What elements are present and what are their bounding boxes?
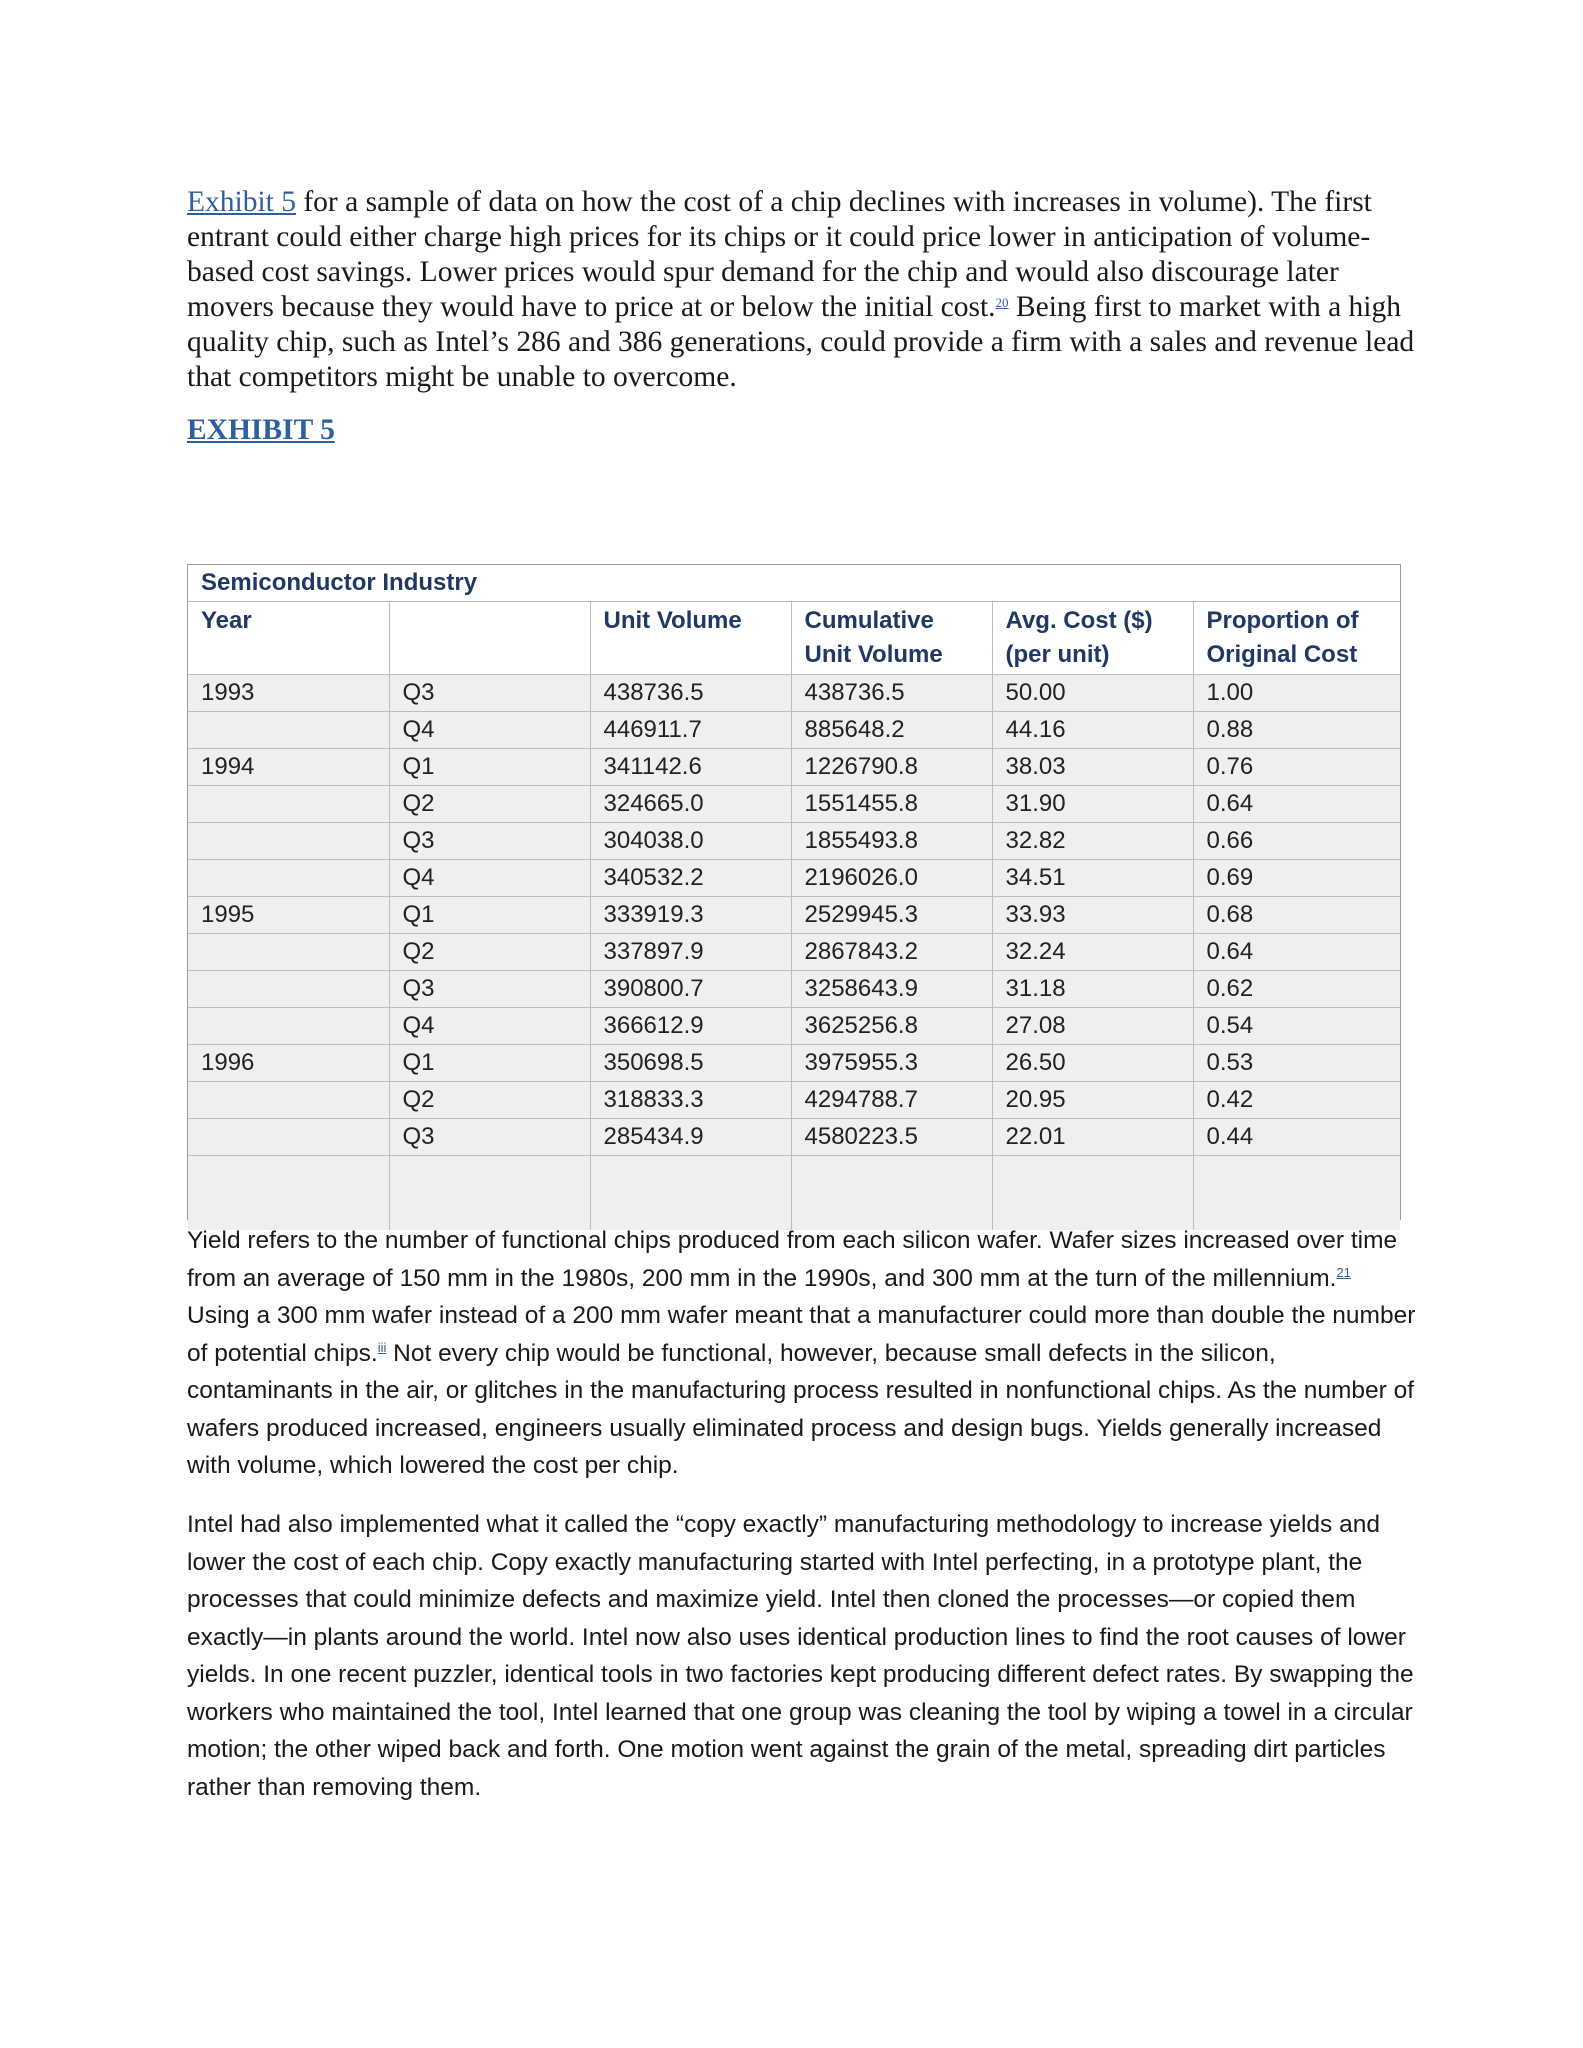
intro-paragraph	[187, 185, 1417, 395]
copy-exactly-paragraph: Intel had also implemented what it called the “copy exactly” manufacturing methodology to increase yields and lower the cost of each chip. Copy exactly manufacturing started with Intel perfecting, in a prototype plant, the processes that could minimize defects and maximize yield. Intel then cloned the processes—or copied them exactly—in plants around the world. Intel now also uses identical production lines to find the root causes of lower yields. In one recent puzzler, identical tools in two factories kept producing different defect rates. By swapping the workers who maintained the tool, Intel learned that one group was cleaning the tool by wiping a towel in a circular motion; the other wiped back and forth. One motion went against the grain of the metal, spreading dirt particles rather than removing them.	[187, 1511, 1414, 1801]
cell-avg-cost: 31.18	[992, 971, 1193, 1008]
header-row	[188, 602, 1400, 675]
cell-unit-volume: 341142.6	[590, 749, 791, 786]
cell-year	[188, 786, 389, 823]
cell-unit-volume: 390800.7	[590, 971, 791, 1008]
footnote-21-link[interactable]: 21	[1336, 1264, 1351, 1280]
cell-unit-volume: 318833.3	[590, 1082, 791, 1119]
cell-quarter: Q2	[389, 786, 590, 823]
cell-year	[188, 712, 389, 749]
yield-text-part2: Using a 300 mm wafer instead of a 200 mm wafer meant that a manufacturer could more than double the number of potential chips.	[187, 1302, 1416, 1367]
cell-year: 1994	[188, 749, 389, 786]
cell-proportion-original-cost: 0.68	[1193, 897, 1400, 934]
empty-cell	[1193, 1156, 1400, 1231]
empty-cell	[590, 1156, 791, 1231]
cell-proportion-original-cost: 0.54	[1193, 1008, 1400, 1045]
cell-proportion-original-cost: 0.66	[1193, 823, 1400, 860]
cell-quarter: Q1	[389, 1045, 590, 1082]
cell-unit-volume: 340532.2	[590, 860, 791, 897]
cell-unit-volume: 333919.3	[590, 897, 791, 934]
exhibit-heading[interactable]: EXHIBIT 5	[187, 414, 335, 446]
empty-cell	[188, 1156, 389, 1231]
yield-paragraph	[187, 1222, 1417, 1485]
cell-cumulative-unit-volume: 3625256.8	[791, 1008, 992, 1045]
cell-cumulative-unit-volume: 4294788.7	[791, 1082, 992, 1119]
table-row	[188, 712, 1400, 749]
cell-quarter: Q3	[389, 1119, 590, 1156]
cell-quarter: Q1	[389, 749, 590, 786]
cell-proportion-original-cost: 0.88	[1193, 712, 1400, 749]
cell-avg-cost: 20.95	[992, 1082, 1193, 1119]
cell-avg-cost: 44.16	[992, 712, 1193, 749]
intro-text-part2: Being first to market with a high quality chip, such as Intel’s 286 and 386 generations, could provide a firm with a sales and revenue lead that competitors might be unable to overcome.	[187, 291, 1415, 393]
cell-avg-cost: 27.08	[992, 1008, 1193, 1045]
cell-year: 1993	[188, 675, 389, 712]
cell-unit-volume: 438736.5	[590, 675, 791, 712]
table-row	[188, 675, 1400, 712]
cell-avg-cost: 22.01	[992, 1119, 1193, 1156]
cell-quarter: Q4	[389, 712, 590, 749]
cell-cumulative-unit-volume: 1226790.8	[791, 749, 992, 786]
cell-year	[188, 934, 389, 971]
table-filler-row	[188, 1156, 1400, 1231]
table-row	[188, 1008, 1400, 1045]
cell-year	[188, 1082, 389, 1119]
footnote-20-link[interactable]: 20	[995, 295, 1009, 310]
cell-quarter: Q4	[389, 1008, 590, 1045]
cell-proportion-original-cost: 0.53	[1193, 1045, 1400, 1082]
cell-quarter: Q2	[389, 1082, 590, 1119]
header-quarter	[389, 602, 590, 675]
empty-cell	[791, 1156, 992, 1231]
header-year: Year	[188, 602, 389, 675]
cell-year	[188, 1008, 389, 1045]
header-proportion-original-cost: Proportion of Original Cost	[1193, 602, 1400, 675]
cell-cumulative-unit-volume: 2867843.2	[791, 934, 992, 971]
cell-proportion-original-cost: 0.64	[1193, 786, 1400, 823]
table-header	[188, 602, 1400, 675]
cell-avg-cost: 31.90	[992, 786, 1193, 823]
cell-cumulative-unit-volume: 1855493.8	[791, 823, 992, 860]
cell-year: 1995	[188, 897, 389, 934]
cell-year	[188, 823, 389, 860]
table-row	[188, 897, 1400, 934]
exhibit-5-link[interactable]: Exhibit 5	[187, 186, 296, 218]
table-row	[188, 1082, 1400, 1119]
empty-cell	[389, 1156, 590, 1231]
table-row	[188, 823, 1400, 860]
cell-unit-volume: 337897.9	[590, 934, 791, 971]
cell-cumulative-unit-volume: 438736.5	[791, 675, 992, 712]
table-row	[188, 860, 1400, 897]
cell-proportion-original-cost: 1.00	[1193, 675, 1400, 712]
yield-text-part1: Yield refers to the number of functional chips produced from each silicon wafer. Wafer sizes increased over time from an average of 150 mm in the 1980s, 200 mm in the 1990s, and 300 mm at the turn of the millennium.	[187, 1227, 1398, 1292]
cell-year	[188, 860, 389, 897]
cell-cumulative-unit-volume: 3975955.3	[791, 1045, 992, 1082]
cell-unit-volume: 350698.5	[590, 1045, 791, 1082]
cell-year	[188, 1119, 389, 1156]
header-cumulative-unit-volume: Cumulative Unit Volume	[791, 602, 992, 675]
cell-quarter: Q2	[389, 934, 590, 971]
table-row	[188, 971, 1400, 1008]
cell-unit-volume: 366612.9	[590, 1008, 791, 1045]
cell-proportion-original-cost: 0.76	[1193, 749, 1400, 786]
cell-proportion-original-cost: 0.69	[1193, 860, 1400, 897]
cell-proportion-original-cost: 0.42	[1193, 1082, 1400, 1119]
empty-cell	[992, 1156, 1193, 1231]
cell-unit-volume: 304038.0	[590, 823, 791, 860]
cell-avg-cost: 50.00	[992, 675, 1193, 712]
data-table	[188, 602, 1400, 1230]
cell-avg-cost: 33.93	[992, 897, 1193, 934]
table-row	[188, 934, 1400, 971]
data-table-container	[187, 564, 1401, 1220]
yield-text-part3: Not every chip would be functional, however, because small defects in the silicon, contaminants in the air, or glitches in the manufacturing process resulted in nonfunctional chips. As the number of wafers produced increased, engineers usually eliminated process and design bugs. Yields generally increased with volume, which lowered the cost per chip.	[187, 1339, 1415, 1479]
table-row	[188, 1045, 1400, 1082]
cell-cumulative-unit-volume: 4580223.5	[791, 1119, 992, 1156]
cell-cumulative-unit-volume: 2529945.3	[791, 897, 992, 934]
table-body	[188, 675, 1400, 1231]
cell-avg-cost: 38.03	[992, 749, 1193, 786]
table-row	[188, 749, 1400, 786]
cell-avg-cost: 32.24	[992, 934, 1193, 971]
cell-proportion-original-cost: 0.44	[1193, 1119, 1400, 1156]
cell-quarter: Q4	[389, 860, 590, 897]
cell-year	[188, 971, 389, 1008]
cell-quarter: Q3	[389, 971, 590, 1008]
cell-cumulative-unit-volume: 885648.2	[791, 712, 992, 749]
cell-unit-volume: 446911.7	[590, 712, 791, 749]
table-row	[188, 1119, 1400, 1156]
cell-quarter: Q1	[389, 897, 590, 934]
cell-avg-cost: 34.51	[992, 860, 1193, 897]
cell-cumulative-unit-volume: 3258643.9	[791, 971, 992, 1008]
cell-proportion-original-cost: 0.64	[1193, 934, 1400, 971]
cell-cumulative-unit-volume: 1551455.8	[791, 786, 992, 823]
intro-text-part1: for a sample of data on how the cost of a chip declines with increases in volume). The first entrant could either charge high prices for its chips or it could price lower in anticipation of volume-based cost savings. Lower prices would spur demand for the chip and would also discourage later movers because they would have to price at or below the initial cost.	[187, 186, 1372, 323]
cell-year: 1996	[188, 1045, 389, 1082]
cell-unit-volume: 285434.9	[590, 1119, 791, 1156]
cell-avg-cost: 32.82	[992, 823, 1193, 860]
cell-unit-volume: 324665.0	[590, 786, 791, 823]
header-avg-cost: Avg. Cost ($) (per unit)	[992, 602, 1193, 675]
table-caption: Semiconductor Industry	[188, 565, 1400, 602]
cell-cumulative-unit-volume: 2196026.0	[791, 860, 992, 897]
header-unit-volume: Unit Volume	[590, 602, 791, 675]
cell-quarter: Q3	[389, 823, 590, 860]
cell-quarter: Q3	[389, 675, 590, 712]
cell-proportion-original-cost: 0.62	[1193, 971, 1400, 1008]
table-row	[188, 786, 1400, 823]
footnote-iii-link[interactable]: iii	[377, 1339, 387, 1355]
cell-avg-cost: 26.50	[992, 1045, 1193, 1082]
